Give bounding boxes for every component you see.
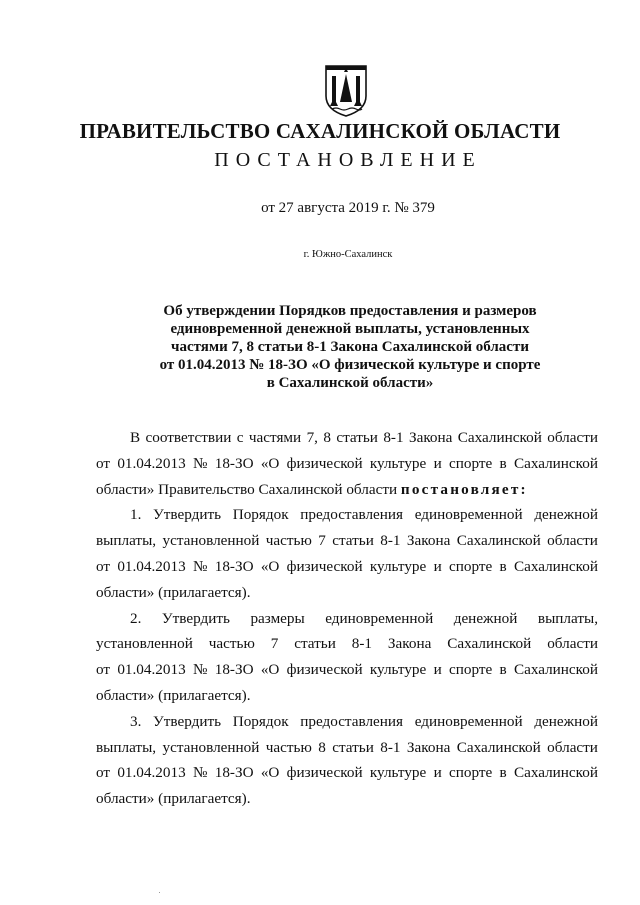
word: 1. xyxy=(130,506,142,524)
word: в xyxy=(499,764,507,782)
word: области xyxy=(547,738,598,756)
text-line: области» (прилагается). xyxy=(96,583,251,601)
word: статьи xyxy=(336,429,378,446)
word: Порядок xyxy=(232,712,289,730)
word: Сахалинской xyxy=(513,454,598,472)
text-line xyxy=(96,606,598,632)
word: 18-ЗО xyxy=(214,557,254,575)
word: Порядок xyxy=(232,506,289,524)
word: денежной xyxy=(453,609,518,627)
word: Сахалинской xyxy=(447,635,532,653)
word: 7, xyxy=(306,429,318,446)
word: № xyxy=(192,454,208,472)
word: 8-1 xyxy=(383,429,404,446)
text-line xyxy=(96,709,598,735)
word: Сахалинской xyxy=(456,738,541,756)
item-paragraph-2 xyxy=(96,606,598,709)
word: 18-ЗО xyxy=(214,764,254,782)
word: физической xyxy=(286,661,363,679)
text-line xyxy=(96,760,598,786)
word: области xyxy=(547,532,598,550)
word: установленной xyxy=(96,635,193,653)
word: единовременной xyxy=(414,506,523,524)
word: 8 xyxy=(318,738,326,756)
word: от xyxy=(96,557,111,575)
word: статьи xyxy=(332,738,374,756)
document-body xyxy=(96,425,598,812)
word: Сахалинской xyxy=(513,764,598,782)
word: «О xyxy=(260,764,280,782)
text-line xyxy=(96,451,598,477)
word: выплаты, xyxy=(96,532,157,550)
word: Утвердить xyxy=(153,712,222,730)
word: Утвердить xyxy=(161,609,230,627)
word: культуре xyxy=(369,557,427,575)
word: выплаты, xyxy=(537,609,598,627)
text-line: области» (прилагается). xyxy=(96,686,251,704)
document-subject xyxy=(130,302,570,392)
resolves-keyword: постановляет: xyxy=(400,480,528,498)
scan-speck xyxy=(159,892,160,893)
word: культуре xyxy=(369,454,427,472)
word: 8-1 xyxy=(351,635,372,653)
word: Сахалинской xyxy=(513,661,598,679)
word: в xyxy=(499,454,507,472)
word: предоставления xyxy=(300,712,404,730)
word: предоставления xyxy=(300,506,404,524)
word: от xyxy=(96,764,111,782)
word: 8-1 xyxy=(380,532,401,550)
word: 8-1 xyxy=(380,738,401,756)
word: статьи xyxy=(332,532,374,550)
word: размеры xyxy=(250,609,305,627)
word: Закона xyxy=(387,635,432,653)
text-line xyxy=(96,657,598,683)
word: «О xyxy=(260,454,280,472)
word: Закона xyxy=(406,532,451,550)
word: от xyxy=(96,454,111,472)
word: спорте xyxy=(448,764,493,782)
text-line xyxy=(96,502,598,528)
word: и xyxy=(433,764,442,782)
word: 8 xyxy=(323,429,331,446)
word: денежной xyxy=(534,712,598,730)
subject-line: в Сахалинской области» xyxy=(266,375,434,391)
word: от xyxy=(96,661,111,679)
word: установленной xyxy=(162,532,260,550)
word: 7 xyxy=(270,635,279,653)
preamble-paragraph xyxy=(96,425,598,502)
word: области xyxy=(547,635,598,653)
word: 01.04.2013 xyxy=(117,661,186,679)
word: и xyxy=(433,661,442,679)
word: физической xyxy=(286,764,363,782)
word: 01.04.2013 xyxy=(117,557,186,575)
word: Сахалинской xyxy=(513,557,598,575)
word: частью xyxy=(265,532,312,550)
word: Сахалинской xyxy=(457,429,542,446)
word: 7 xyxy=(318,532,326,550)
word: Закона xyxy=(406,738,451,756)
text-line xyxy=(96,477,598,503)
text-line xyxy=(96,554,598,580)
word: 18-ЗО xyxy=(214,661,254,679)
word: № xyxy=(192,661,208,679)
word: частями xyxy=(248,429,302,446)
word: в xyxy=(499,661,507,679)
word: и xyxy=(433,454,442,472)
government-title: ПРАВИТЕЛЬСТВО САХАЛИНСКОЙ ОБЛАСТИ xyxy=(79,119,561,143)
word: 01.04.2013 xyxy=(117,454,186,472)
word: 3. xyxy=(130,712,142,730)
word: «О xyxy=(260,661,280,679)
word: частью xyxy=(265,738,312,756)
word: 2. xyxy=(130,609,142,627)
item-paragraph-3 xyxy=(96,709,598,812)
word: № xyxy=(192,557,208,575)
text-line xyxy=(96,528,598,554)
word: 01.04.2013 xyxy=(117,764,186,782)
word: Закона xyxy=(408,429,453,446)
word: в xyxy=(499,557,507,575)
word: «О xyxy=(260,557,280,575)
word: и xyxy=(433,557,442,575)
word: 18-ЗО xyxy=(214,454,254,472)
document-city: г. Южно-Сахалинск xyxy=(303,249,393,260)
word: № xyxy=(192,764,208,782)
word: спорте xyxy=(448,454,493,472)
word: области xyxy=(547,429,598,446)
word: соответствии xyxy=(145,429,232,446)
text-line xyxy=(96,425,598,451)
coat-of-arms-icon xyxy=(318,62,374,118)
word: В xyxy=(130,429,141,446)
word: Утвердить xyxy=(153,506,222,524)
word: установленной xyxy=(162,738,260,756)
word: физической xyxy=(286,557,363,575)
word: единовременной xyxy=(414,712,523,730)
word: статьи xyxy=(294,635,336,653)
subject-line: единовременной денежной выплаты, установленных xyxy=(170,321,530,337)
word: денежной xyxy=(534,506,598,524)
word: спорте xyxy=(448,661,493,679)
word: спорте xyxy=(448,557,493,575)
text-line: области» (прилагается). xyxy=(96,790,251,808)
subject-line: частями 7, 8 статьи 8-1 Закона Сахалинской области xyxy=(171,339,529,355)
word: культуре xyxy=(369,661,427,679)
word: частью xyxy=(208,635,255,653)
document-type: ПОСТАНОВЛЕНИЕ xyxy=(214,149,482,171)
item-paragraph-1 xyxy=(96,502,598,605)
word: единовременной xyxy=(325,609,434,627)
word: выплаты, xyxy=(96,738,157,756)
word: с xyxy=(236,429,244,446)
word: физической xyxy=(286,454,363,472)
word: культуре xyxy=(369,764,427,782)
preamble-text: области» Правительство Сахалинской области xyxy=(96,480,401,498)
document-date-number: от 27 августа 2019 г. № 379 xyxy=(261,200,435,216)
text-line xyxy=(96,631,598,657)
subject-line: Об утверждении Порядков предоставления и размеров xyxy=(163,303,537,319)
text-line xyxy=(96,735,598,761)
subject-line: от 01.04.2013 № 18-ЗО «О физической культуре и спорте xyxy=(159,357,541,373)
word: Сахалинской xyxy=(456,532,541,550)
